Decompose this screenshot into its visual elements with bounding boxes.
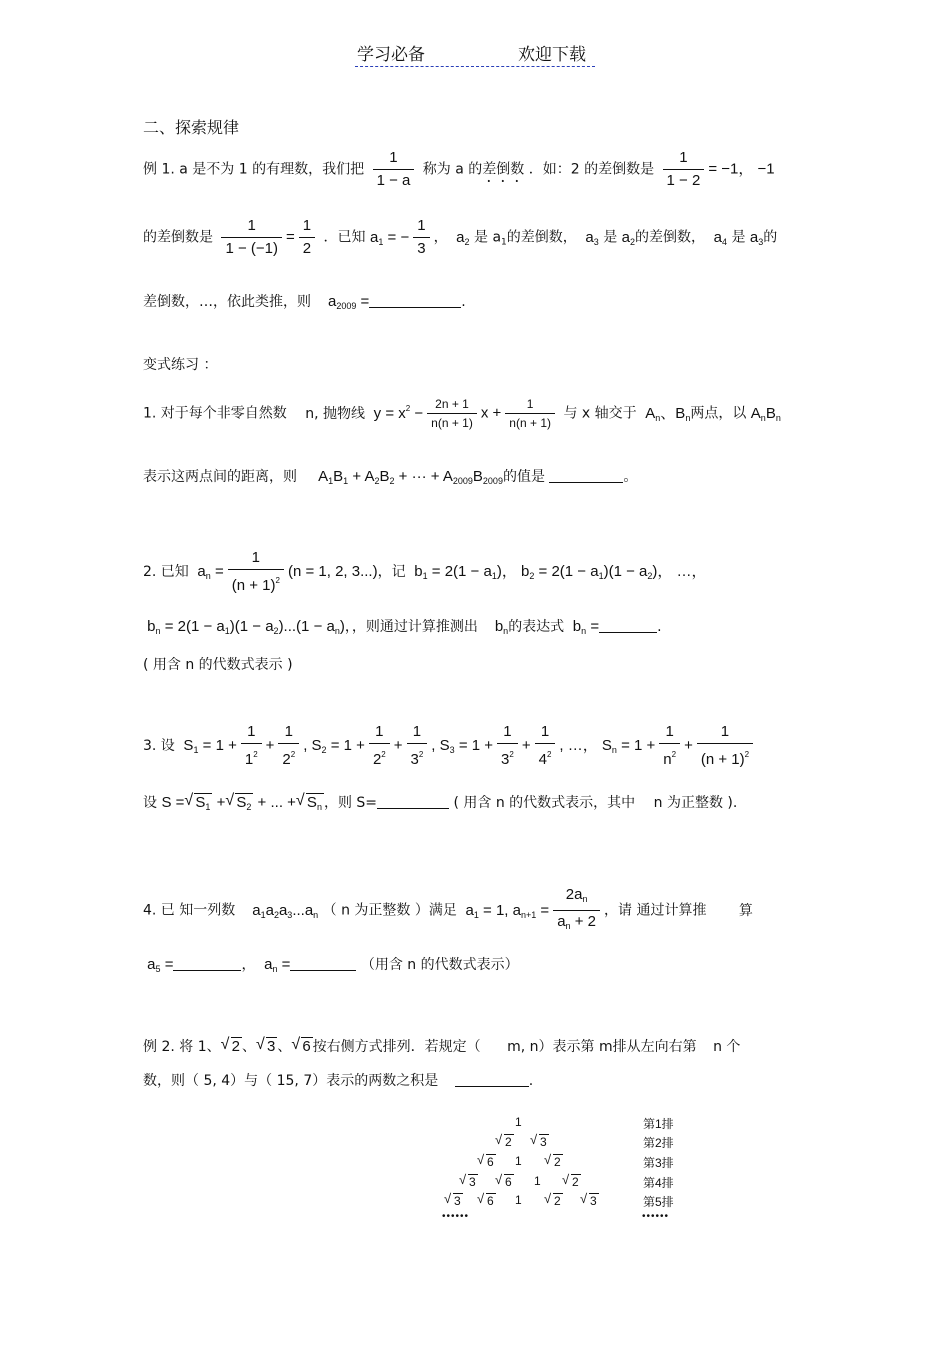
sqrt-3: √ 3 [266,1037,277,1056]
answer-blank-q2[interactable] [599,618,657,633]
row-label-1: 第1排 [643,1117,674,1131]
answer-blank-q3[interactable] [377,794,449,809]
fraction-1-over-1-a: $\frac{1}{1 - a}$ [373,148,415,191]
q4-line2: $a_5$ = ， $a_n$ = （用含 n 的代数式表示） [143,956,519,974]
q2-infer: ，则通过计算推测出 [351,619,478,635]
sqrt-s1: √ $S_1$ [194,793,212,816]
example1-neg1: 的差倒数是 [143,229,213,246]
q4-npos: （ n 为正整数 ）满足 [322,902,457,919]
tri-r5-c4: √ 2 [553,1193,563,1208]
q1-line2: 表示这两点间的距离，则 $A_1B_1 + A_2B_2$ + ··· + $A_{2009}B_{2009}$的值是 。 [143,468,638,486]
q3-prefix: 3. 设 [143,738,175,754]
q3-line1: 3. 设 $S_1 = 1$ + $\frac{1}{1^2}$ + $\frac{1}{2^2}$ , $S_2 = 1$ + $\frac{1}{2^2}$ + $\frac{1}{3^2}$ , $S_3 = 1$ + $\frac{1}{3^2}$ + $\frac{1}{4^2}$ , …， $S_n = 1$ + $\frac{1}{n^2}$ + $\frac{1}{(n + 1)^2}$ [143,722,808,770]
q1-end: 。 [623,469,638,485]
example1-prefix: 例 1. a 是不为 1 的有理数，我们把 [143,161,365,178]
q2-line1: 2. 已知 $a_n$ = $\frac{1}{(n + 1)^2}$ (n = 1, 2, 3...)，记 $b_1 = 2(1 - a_1)$， $b_2 = 2(1 - a_1)(1 - a_2)$， …， [143,549,707,594]
example2-prefix: 例 2. 将 1、 [143,1039,221,1055]
header-left: 学习必备 [357,45,425,65]
fraction-half: $\frac{1}{2}$ [299,216,315,259]
variant-title: 变式练习 ： [143,357,218,373]
sqrt-s2: √ $S_2$ [235,793,253,816]
tri-ellipsis-left: •••••• [442,1211,470,1222]
fraction-1-over-1-minus-neg1: $\frac{1}{1 - (-1)}$ [221,216,282,259]
tri-r3-c2: 1 [515,1154,522,1168]
q1-prefix: 1. 对于每个非零自然数 [143,405,287,422]
sqrt-2: √ 2 [231,1037,242,1056]
row-label-5: 第5排 [643,1195,674,1209]
q4-line1: 4. 已 知一列数 $a_1a_2a_3...a_n$ （ n 为正整数 ）满足 $a_1 = 1$, $a_{n+1}$ = $\frac{2a_n}{a_n + 2}$ ，请 通过计算推 算 [143,885,808,936]
answer-blank-q4-an[interactable] [290,956,356,971]
q2-note: ，记 [377,564,406,580]
fraction-2an-over-an2: $\frac{2a_n}{a_n + 2}$ [553,885,600,936]
fraction-1-over-n1-squared: $\frac{1}{(n + 1)^2}$ [228,548,284,596]
q3-line2-text: 设 [143,795,157,811]
tri-r2-c2: √ 3 [539,1134,549,1149]
fraction-1-over-nsq: $\frac{1}{n^2}$ [659,722,680,770]
fraction-1-over-1-2: $\frac{1}{1 - 2}$ [663,148,705,191]
example2-nth: n 个 [713,1039,741,1055]
q4-calc2: 算 [738,902,753,919]
page-header [355,40,595,67]
example1-line2: 的差倒数是 $\frac{1}{1 - (-1)}$ = $\frac{1}{2}$ ．已知 $a_1$ = − $\frac{1}{3}$ ， $a_2$ 是 $a_1$的差倒数， $a_3$ 是 $a_2$的差倒数， $a_4$ 是 $a_3$的 [143,217,778,257]
tri-r5-c5: √ 3 [589,1193,599,1208]
tri-r3-c3: √ 2 [553,1154,563,1169]
answer-blank-q1[interactable] [549,468,623,483]
tri-r1-c1: 1 [515,1115,522,1129]
tri-r2-c1: √ 2 [504,1134,514,1149]
q3-cond2: n 为正整数 ). [653,795,738,811]
tri-r5-c1: √ 3 [453,1193,463,1208]
tri-ellipsis-right: •••••• [642,1211,670,1222]
q1-axis: 与 x 轴交于 [563,405,637,422]
example2-mn: m, n）表示第 [507,1039,595,1055]
q3-tail: ，则 S= [323,795,378,811]
tri-r3-c1: √ 6 [486,1154,496,1169]
q1-line1: 1. 对于每个非零自然数 n, 抛物线 $y = x^2$ − $\frac{2n + 1}{n(n + 1)}$ x + $\frac{1}{n(n + 1)}$ 与 x 轴交于 $A_n$、$B_n$两点，以 $A_nB_n$ [143,397,781,430]
sqrt-sn: √ $S_n$ [306,793,324,816]
example2-line1: 例 2. 将 1、√ 2 、√ 3 、√ 6 按右侧方式排列．若规定（ m, n）表示第 m排从左向右第 n 个 [143,1037,808,1057]
section-title: 二、探索规律 [143,118,240,137]
fraction-2n1-over-nn1: $\frac{2n + 1}{n(n + 1)}$ [427,396,477,431]
q2-prefix: 2. 已知 [143,564,189,580]
q1-parabola: n, 抛物线 [305,405,366,422]
tri-r4-c2: √ 6 [504,1174,514,1189]
fraction-1-over-3sq-a: $\frac{1}{3^2}$ [407,722,428,770]
example2-arrange: 按右侧方式排列．若规定（ [312,1039,481,1055]
number-triangle [440,1115,680,1225]
q4-cond: （用含 n 的代数式表示） [360,957,519,973]
example2-line2-text: 数，则（ 5, 4）与（ 15, 7）表示的两数之积是 [143,1073,439,1089]
example1-ofdiff-2: 的 [763,229,778,246]
q3-line2: 设 S =√ $S_1$ +√ $S_2$ + ... +√ $S_n$ ，则 S= ( 用含 n 的代数式表示，其中 n 为正整数 ). [143,793,808,816]
tri-r5-c3: 1 [515,1193,522,1207]
header-right: 欢迎下载 [518,45,586,65]
fraction-1-over-1sq: $\frac{1}{1^2}$ [241,722,262,770]
fraction-1-over-4sq: $\frac{1}{4^2}$ [535,722,556,770]
example1-line3-text: 差倒数，…，依此类推，则 [143,294,311,310]
q1-line2-text: 表示这两点间的距离，则 [143,469,297,485]
answer-blank-example1[interactable] [369,293,461,308]
tri-r4-c3: 1 [534,1174,541,1188]
q4-prefix: 4. 已 知一列数 [143,902,236,919]
q2-expr: 的表达式 [508,619,565,635]
example1-called: 称为 a 的 [422,161,483,178]
sqrt-6: √ 6 [301,1037,312,1056]
example1-known: ．已知 [323,229,366,246]
fraction-1-over-n1sq: $\frac{1}{(n + 1)^2}$ [697,722,753,770]
example1-term: 差倒数 [482,161,525,178]
q2-condition: ( 用含 n 的代数式表示 ) [143,657,293,673]
example1-line1: 例 1. a 是不为 1 的有理数，我们把 $\frac{1}{1 - a}$ 称为 a 的差倒数 ．如：2 的差倒数是 $\frac{1}{1 - 2}$ = −1， −1 [143,149,775,189]
fraction-1-over-2sq-b: $\frac{1}{2^2}$ [369,722,390,770]
fraction-1-over-nn1: $\frac{1}{n(n + 1)}$ [505,396,555,431]
row-label-2: 第2排 [643,1136,674,1150]
tri-r5-c2: √ 6 [486,1193,496,1208]
fraction-third: $\frac{1}{3}$ [413,216,429,259]
row-label-3: 第3排 [643,1156,674,1170]
row-label-4: 第4排 [643,1176,674,1190]
answer-blank-q4-a5[interactable] [173,956,241,971]
tri-r4-c4: √ 2 [571,1174,581,1189]
example1-eg: ．如：2 的差倒数是 [528,161,655,178]
q1-points: 两点，以 [690,405,747,422]
q1-value: 的值是 [502,469,545,485]
example1-a2-text: 是 a [474,229,502,246]
q3-cond: ( 用含 n 的代数式表示，其中 [453,795,636,811]
q4-calc: ，请 通过计算推 [604,902,707,919]
fraction-1-over-3sq-b: $\frac{1}{3^2}$ [497,722,518,770]
example1-ofdiff-1: 的差倒数， [506,229,577,246]
example1-line3: 差倒数，…，依此类推，则 $a_{2009}$ = . [143,293,466,311]
fraction-1-over-2sq-a: $\frac{1}{2^2}$ [278,722,299,770]
example2-row: m排从左向右第 [598,1039,697,1055]
answer-blank-example2[interactable] [455,1072,529,1087]
example1-tail: . [461,294,466,310]
tri-r4-c1: √ 3 [468,1174,478,1189]
example2-line2: 数，则（ 5, 4）与（ 15, 7）表示的两数之积是 . [143,1073,534,1089]
q2-line2: $b_n = 2(1 - a_1)(1 - a_2)...(1 - a_n)$，，则通过计算推测出 $b_n$的表达式 $b_n$ = . [143,618,662,636]
